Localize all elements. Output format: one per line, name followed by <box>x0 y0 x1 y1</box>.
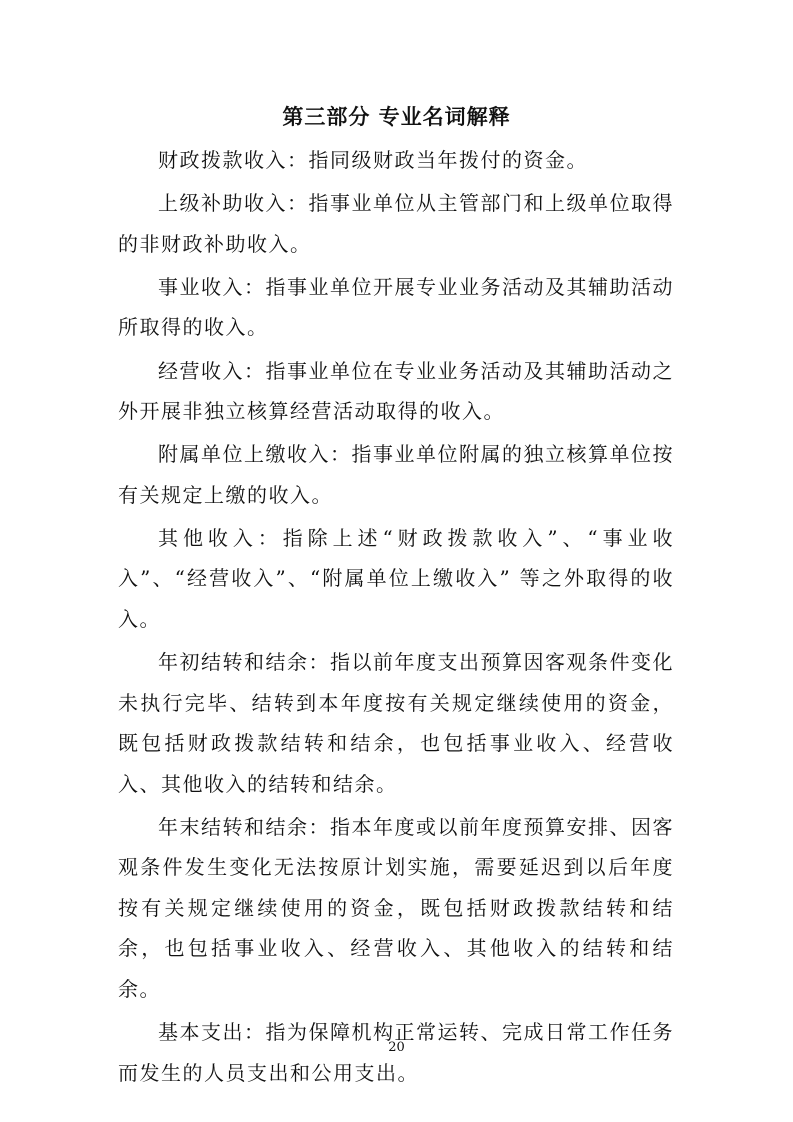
paragraph-fiscal-appropriation-income: 财政拨款收入：指同级财政当年拨付的资金。 <box>158 148 588 172</box>
page-number: 20 <box>388 1040 405 1055</box>
paragraph-business-income: 事业收入：指事业单位开展专业业务活动及其辅助活动所取得的收入。 <box>118 274 674 340</box>
paragraph-affiliated-unit-income: 附属单位上缴收入：指事业单位附属的独立核算单位按有关规定上缴的收入。 <box>118 442 674 507</box>
paragraph-superior-subsidy-income: 上级补助收入：指事业单位从主管部门和上级单位取得的非财政补助收入。 <box>118 191 674 256</box>
paragraph-opening-carryover: 年初结转和结余：指以前年度支出预算因客观条件变化未执行完毕、结转到本年度按有关规定继续使用的资金，既包括财政拨款结转和结余，也包括事业收入、经营收入、其他收入的结转和结余。 <box>118 650 674 796</box>
paragraph-basic-expenditure: 基本支出：指为保障机构正常运转、完成日常工作任务而发生的人员支出和公用支出。 <box>118 1020 674 1085</box>
definitions-body <box>118 140 674 1096</box>
paragraph-operating-income: 经营收入：指事业单位在专业业务活动及其辅助活动之外开展非独立核算经营活动取得的收入。 <box>118 358 674 424</box>
paragraph-closing-carryover: 年末结转和结余：指本年度或以前年度预算安排、因客观条件发生变化无法按原计划实施，需要延迟到以后年度按有关规定继续使用的资金，既包括财政拨款结转和结余，也包括事业收入、经营收入、其他收入的结转和结余。 <box>118 814 674 1001</box>
paragraph-other-income: 其他收入：指除上述“财政拨款收入”、“事业收入”、“经营收入”、“附属单位上缴收入” 等之外取得的收入。 <box>118 525 674 631</box>
section-title: 第三部分 专业名词解释 <box>282 105 511 129</box>
